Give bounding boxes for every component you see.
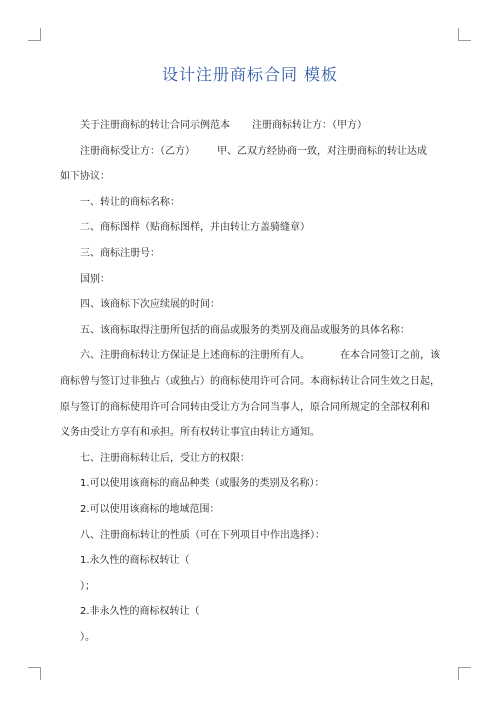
paragraph: ）。 [80, 631, 95, 643]
document-title: 设计注册商标合同 模板 [161, 65, 339, 84]
paragraph: 如下协议： [60, 171, 110, 183]
paragraph [60, 113, 450, 139]
paragraph: 八、注册商标转让的性质（可在下列项目中作出选择）： [80, 529, 325, 541]
paragraph-text: 关于注册商标的转让合同示例范本 [80, 120, 230, 131]
paragraph: 七、注册商标转让后，受让方的权限： [80, 452, 250, 464]
paragraph: 2.非永久性的商标权转让（ [80, 606, 200, 618]
paragraph [60, 139, 450, 165]
paragraph: 商标曾与签订过非独占（或独占）的商标使用许可合同。本商标转让合同生效之日起， [60, 375, 440, 387]
crop-mark-bottom-left [28, 667, 41, 680]
paragraph: 四、该商标下次应续展的时间： [80, 299, 220, 311]
paragraph: 二、商标图样（贴商标图样，并由转让方盖骑缝章） [80, 222, 310, 234]
paragraph: 1.可以使用该商标的商品种类（或服务的类别及名称）： [80, 478, 325, 490]
crop-mark-bottom-right [458, 667, 471, 680]
paragraph: 义务由受让方享有和承担。所有权转让事宜由转让方通知。 [60, 427, 320, 439]
crop-mark-top-right [458, 28, 471, 41]
paragraph: ）； [80, 580, 95, 592]
paragraph: 2.可以使用该商标的地域范围： [80, 503, 220, 515]
paragraph [60, 343, 450, 369]
paragraph: 1.永久性的商标权转让（ [80, 555, 190, 567]
paragraph-text: 注册商标转让方：（甲方） [252, 120, 367, 131]
paragraph-text: 在本合同签订之前，该 [340, 350, 440, 362]
paragraph: 国别： [80, 273, 110, 285]
paragraph: 三、商标注册号： [80, 247, 160, 259]
document-body [60, 113, 450, 650]
paragraph-text: 六、注册商标转让方保证是上述商标的注册所有人。 [80, 350, 310, 362]
paragraph: 原与签订的商标使用许可合同转由受让方为合同当事人，原合同所规定的全部权利和 [60, 401, 430, 413]
paragraph: 五、该商标取得注册所包括的商品或服务的类别及商品或服务的具体名称： [80, 324, 410, 336]
paragraph: 一、转让的商标名称： [80, 196, 180, 208]
paragraph-text: 注册商标受让方：（乙方） [80, 145, 195, 157]
paragraph-text: 甲、乙双方经协商一致，对注册商标的转让达成 [217, 145, 427, 157]
crop-mark-top-left [28, 28, 41, 41]
